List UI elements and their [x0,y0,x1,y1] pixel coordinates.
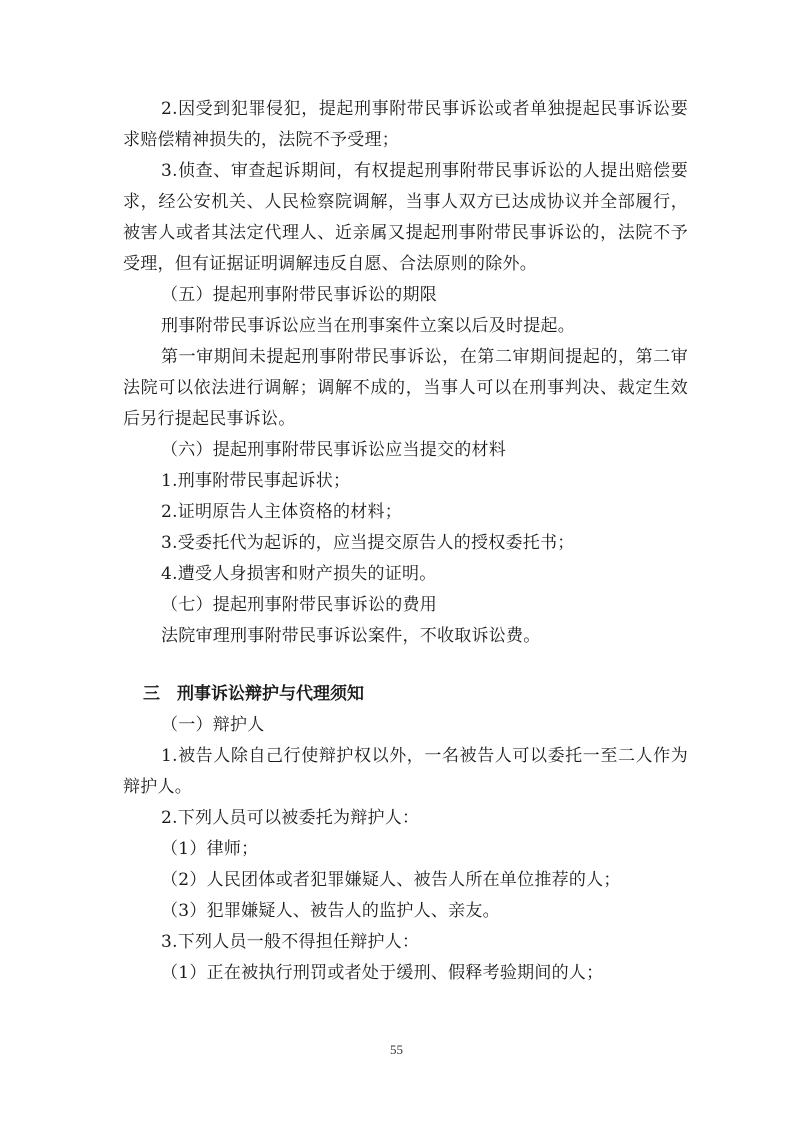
subheading-fees: （七）提起刑事附带民事诉讼的费用 [161,595,437,615]
list-item-defender-2-3: （3）犯罪嫌疑人、被告人的监护人、亲友。 [161,901,500,921]
subheading-defender: （一）辩护人 [161,715,265,735]
paragraph-defender-2: 2.下列人员可以被委托为辩护人： [161,808,420,828]
paragraph-fees: 法院审理刑事附带民事诉讼案件，不收取诉讼费。 [161,626,541,646]
section-heading: 三 刑事诉讼辩护与代理须知 [143,684,364,704]
page-number: 55 [390,1042,403,1057]
subheading-deadline: （五）提起刑事附带民事诉讼的期限 [161,285,437,305]
list-item-material-4: 4.遭受人身损害和财产损失的证明。 [161,564,437,584]
list-item-defender-3-1: （1）正在被执行刑罚或者处于缓刑、假释考验期间的人； [161,963,604,983]
list-item-material-2: 2.证明原告人主体资格的材料； [161,502,402,522]
paragraph-deadline-2: 第一审期间未提起刑事附带民事诉讼，在第二审期间提起的，第二审法院可以依法进行调解；调解不成的，当事人可以在刑事判决、裁定生效后另行提起民事诉讼。 [123,347,688,429]
list-item-defender-2-1: （1）律师； [161,839,259,859]
subheading-materials: （六）提起刑事附带民事诉讼应当提交的材料 [161,440,506,460]
paragraph-defender-3: 3.下列人员一般不得担任辩护人： [161,932,420,952]
paragraph-defender-1: 1.被告人除自己行使辩护权以外，一名被告人可以委托一至二人作为辩护人。 [123,746,688,797]
paragraph-deadline-1: 刑事附带民事诉讼应当在刑事案件立案以后及时提起。 [161,316,575,336]
page-body [123,94,688,989]
paragraph-item-3: 3.侦查、审查起诉期间，有权提起刑事附带民事诉讼的人提出赔偿要求，经公安机关、人民检察院调解，当事人双方已达成协议并全部履行，被害人或者其法定代理人、近亲属又提起刑事附带民事诉讼的，法院不予受理，但有证据证明调解违反自愿、合法原则的除外。 [123,161,688,274]
list-item-material-1: 1.刑事附带民事起诉状； [161,471,351,491]
paragraph-item-2: 2.因受到犯罪侵犯，提起刑事附带民事诉讼或者单独提起民事诉讼要求赔偿精神损失的，法院不予受理； [123,99,688,150]
list-item-defender-2-2: （2）人民团体或者犯罪嫌疑人、被告人所在单位推荐的人； [161,870,621,890]
list-item-material-3: 3.受委托代为起诉的，应当提交原告人的授权委托书； [161,533,575,553]
